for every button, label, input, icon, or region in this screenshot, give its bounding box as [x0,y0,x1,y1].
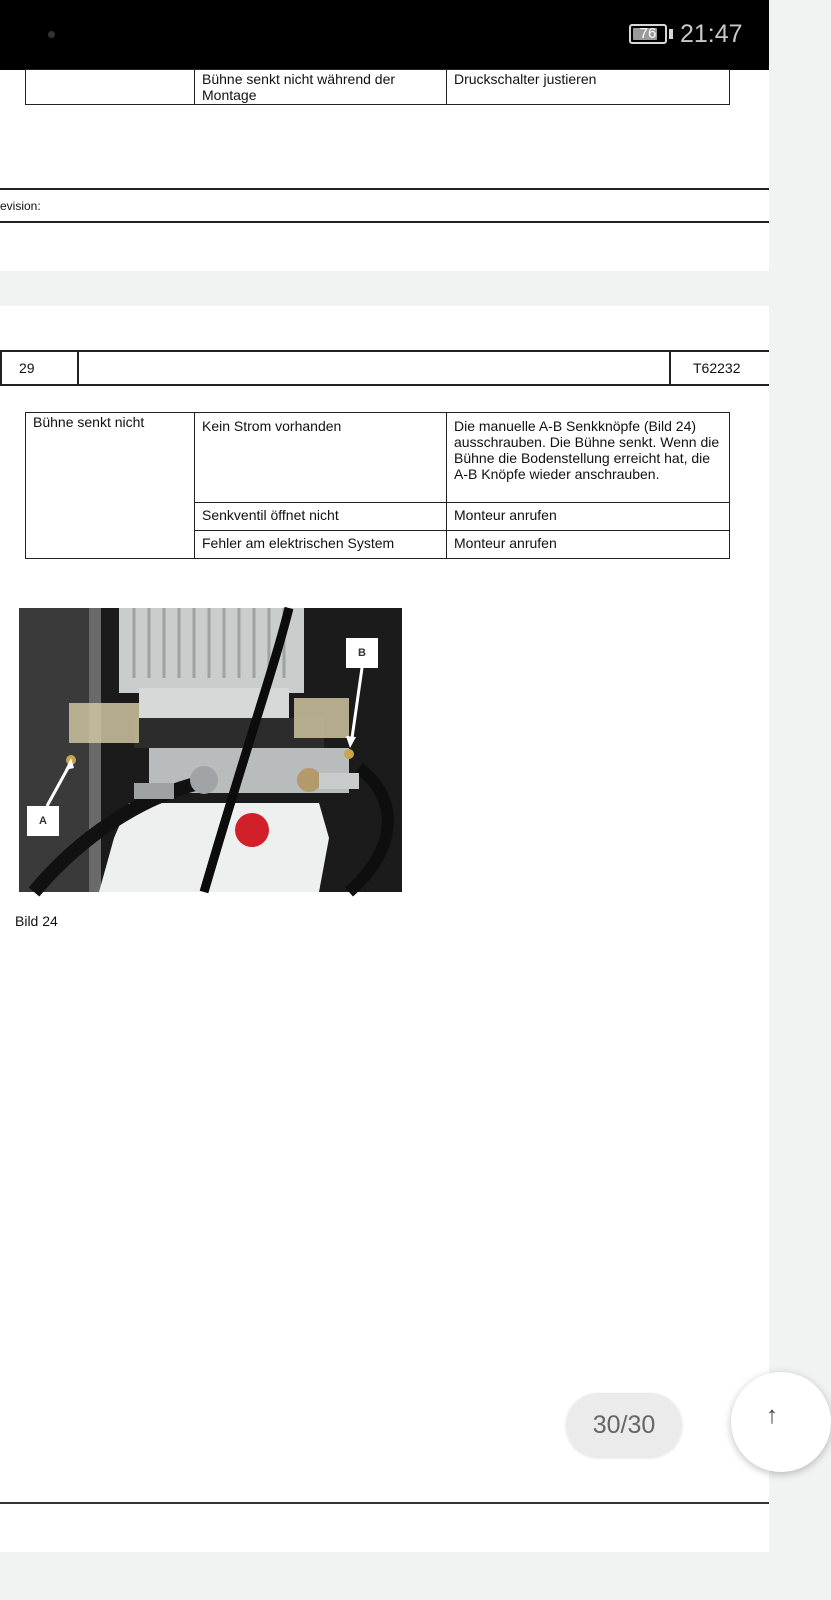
cause-cell: Fehler am elektrischen System [195,531,447,559]
table-cell: Bühne senkt nicht während der Montage [195,70,447,105]
label-a: A [39,815,47,827]
remedy-cell: Monteur anrufen [447,531,730,559]
table-row [26,413,730,503]
document-code: T62232 [693,360,741,376]
battery-tip-icon [669,29,673,39]
divider [0,221,769,223]
divider [0,1502,769,1504]
battery-level: 76 [639,25,657,42]
label-b: B [358,647,366,659]
cause-cell: Kein Strom vorhanden [195,413,447,503]
table-cell [26,70,195,105]
notification-dot-icon [48,31,55,38]
previous-page [0,70,769,271]
cause-cell: Senkventil öffnet nicht [195,503,447,531]
divider [669,350,671,386]
arrow-icon: ↑ [766,1402,778,1429]
hydraulic-unit-photo [19,608,402,892]
figure-caption: Bild 24 [15,913,58,929]
photo-illustration [19,608,402,892]
current-page [0,306,769,1552]
remedy-cell: Die manuelle A-B Senkknöpfe (Bild 24) ausschrauben. Die Bühne senkt. Wenn die Bühne die Bodenstellung erreicht hat, die A-B Knöpfe wieder anschrauben. [447,413,730,503]
battery-icon [629,24,667,44]
page-indicator[interactable]: 30/30 [566,1393,682,1457]
scroll-fab-button[interactable] [731,1372,831,1472]
page-header [0,350,769,386]
divider [77,350,79,386]
remedy-cell: Monteur anrufen [447,503,730,531]
revision-label: evision: [0,199,41,213]
troubleshooting-table [25,412,730,559]
divider [0,188,769,190]
table-row [26,70,730,105]
page-number: 29 [19,360,35,376]
status-bar [0,0,769,70]
status-time: 21:47 [680,20,743,48]
table-cell: Druckschalter justieren [447,70,730,105]
fault-cell: Bühne senkt nicht [26,413,195,559]
prev-troubleshooting-table [25,69,730,105]
